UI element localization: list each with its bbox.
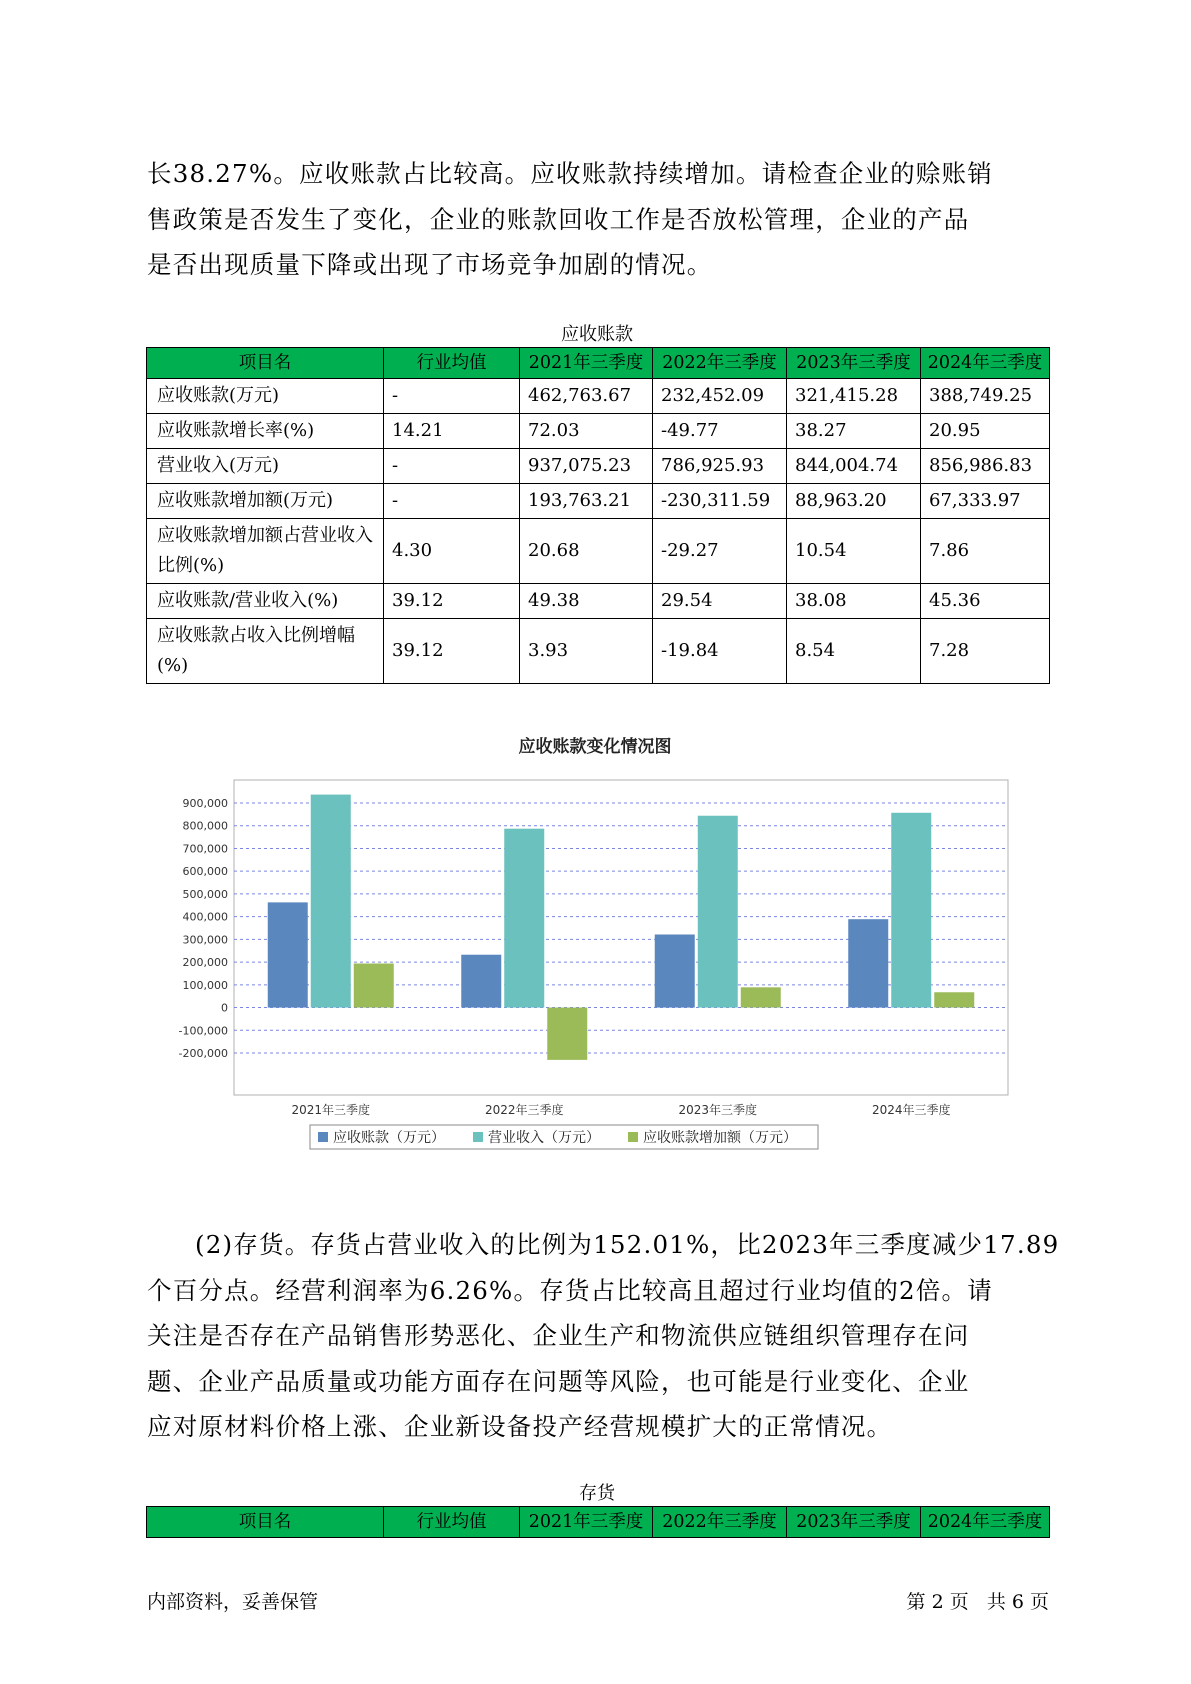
y-axis-ticks <box>179 797 228 1060</box>
table-cell: 38.27 <box>787 414 921 449</box>
x-tick-label: 2023年三季度 <box>678 1103 758 1117</box>
x-tick-label: 2024年三季度 <box>871 1103 951 1117</box>
y-tick-label: -200,000 <box>178 1047 228 1060</box>
header-cell: 行业均值 <box>384 348 520 379</box>
row-label: 应收账款/营业收入(%) <box>147 584 384 619</box>
paragraph-inventory <box>147 1222 1060 1450</box>
table-cell: - <box>384 484 520 519</box>
header-cell: 项目名 <box>147 1507 384 1538</box>
table-row <box>147 584 1050 619</box>
bar <box>891 813 931 1008</box>
bar <box>547 1008 587 1060</box>
chart-title: 应收账款变化情况图 <box>518 737 672 757</box>
header-cell: 2021年三季度 <box>520 1507 653 1538</box>
receivables-chart <box>160 730 1030 1175</box>
table-cell: 29.54 <box>653 584 787 619</box>
table-cell: 39.12 <box>384 619 520 684</box>
header-cell: 2022年三季度 <box>653 348 787 379</box>
y-tick-label: 200,000 <box>182 956 228 970</box>
header-cell: 项目名 <box>147 348 384 379</box>
table-cell: 49.38 <box>520 584 653 619</box>
chart-legend <box>310 1125 818 1149</box>
paragraph-line: 应对原材料价格上涨、企业新设备投产经营规模扩大的正常情况。 <box>147 1412 893 1441</box>
table-cell: 38.08 <box>787 584 921 619</box>
y-tick-label: 900,000 <box>182 797 228 810</box>
paragraph-line: 题、企业产品质量或功能方面存在问题等风险，也可能是行业变化、企业 <box>147 1366 970 1396</box>
table-cell: 844,004.74 <box>787 449 921 484</box>
table-row <box>147 619 1050 684</box>
table-cell: 856,986.83 <box>921 449 1050 484</box>
legend-swatch <box>473 1132 483 1142</box>
row-label: 应收账款增加额占营业收入比例(%) <box>147 519 384 584</box>
row-label: 应收账款占收入比例增幅(%) <box>147 619 384 684</box>
table-cell: -230,311.59 <box>653 484 787 519</box>
y-tick-label: 100,000 <box>182 978 228 992</box>
header-cell: 2022年三季度 <box>653 1507 787 1538</box>
table-cell: 72.03 <box>520 414 653 449</box>
bar <box>848 919 888 1007</box>
y-tick-label: 500,000 <box>182 887 228 901</box>
table-cell: -29.27 <box>653 519 787 584</box>
table-header-row <box>147 348 1050 379</box>
legend-label: 应收账款（万元） <box>333 1130 445 1146</box>
footer-confidential-note: 内部资料，妥善保管 <box>147 1591 319 1613</box>
header-cell: 行业均值 <box>384 1507 520 1538</box>
inventory-table <box>146 1506 1050 1538</box>
y-tick-label: 700,000 <box>182 842 228 856</box>
table-cell: 4.30 <box>384 519 520 584</box>
header-cell: 2024年三季度 <box>921 348 1050 379</box>
legend-label: 应收账款增加额（万元） <box>643 1130 797 1146</box>
table-cell: 14.21 <box>384 414 520 449</box>
table-header-row <box>147 1507 1050 1538</box>
bar <box>311 795 351 1008</box>
table-cell: - <box>384 449 520 484</box>
table-cell: 193,763.21 <box>520 484 653 519</box>
legend-label: 营业收入（万元） <box>488 1130 600 1146</box>
y-tick-label: 0 <box>221 1001 228 1015</box>
row-label: 应收账款增长率(%) <box>147 414 384 449</box>
paragraph-line: 关注是否存在产品销售形势恶化、企业生产和物流供应链组织管理存在问 <box>147 1321 970 1350</box>
table-cell: 462,763.67 <box>520 379 653 414</box>
table-cell: 3.93 <box>520 619 653 684</box>
table-cell: -19.84 <box>653 619 787 684</box>
y-tick-label: 600,000 <box>182 865 228 879</box>
paragraph-line: 长38.27%。应收账款占比较高。应收账款持续增加。请检查企业的赊账销 <box>147 159 993 188</box>
y-tick-label: 400,000 <box>182 910 228 924</box>
header-cell: 2021年三季度 <box>520 348 653 379</box>
table-row <box>147 379 1050 414</box>
header-cell: 2023年三季度 <box>787 1507 921 1538</box>
table-cell: 786,925.93 <box>653 449 787 484</box>
paragraph-line: 个百分点。经营利润率为6.26%。存货占比较高且超过行业均值的2倍。请 <box>147 1275 993 1305</box>
x-tick-label: 2021年三季度 <box>291 1103 371 1117</box>
bar <box>934 992 974 1007</box>
table-cell: 937,075.23 <box>520 449 653 484</box>
y-tick-label: -100,000 <box>178 1024 228 1038</box>
bar <box>354 964 394 1008</box>
paragraph-line: (2)存货。存货占营业收入的比例为152.01%，比2023年三季度减少17.89 <box>195 1230 1060 1259</box>
chart-svg <box>160 730 1030 1175</box>
table-cell: 39.12 <box>384 584 520 619</box>
table-cell: 8.54 <box>787 619 921 684</box>
table-cell: 20.68 <box>520 519 653 584</box>
table-cell: 20.95 <box>921 414 1050 449</box>
table-cell: 67,333.97 <box>921 484 1050 519</box>
bar <box>698 816 738 1008</box>
paragraph-line: 售政策是否发生了变化，企业的账款回收工作是否放松管理，企业的产品 <box>147 204 970 234</box>
table-caption-inventory: 存货 <box>579 1483 615 1504</box>
table-row <box>147 414 1050 449</box>
y-tick-label: 800,000 <box>182 819 228 833</box>
x-axis-ticks <box>291 1102 950 1117</box>
table-cell: 88,963.20 <box>787 484 921 519</box>
row-label: 营业收入(万元) <box>147 449 384 484</box>
table-cell: 7.28 <box>921 619 1050 684</box>
row-label: 应收账款(万元) <box>147 379 384 414</box>
table-row <box>147 449 1050 484</box>
y-tick-label: 300,000 <box>182 933 228 947</box>
table-cell: 321,415.28 <box>787 379 921 414</box>
table-cell: 10.54 <box>787 519 921 584</box>
paragraph-line: 是否出现质量下降或出现了市场竞争加剧的情况。 <box>147 250 713 279</box>
header-cell: 2024年三季度 <box>921 1507 1050 1538</box>
header-cell: 2023年三季度 <box>787 348 921 379</box>
table-cell: 45.36 <box>921 584 1050 619</box>
table-cell: 7.86 <box>921 519 1050 584</box>
row-label: 应收账款增加额(万元) <box>147 484 384 519</box>
table-caption-receivables: 应收账款 <box>561 324 633 345</box>
table-cell: 232,452.09 <box>653 379 787 414</box>
table-cell: 388,749.25 <box>921 379 1050 414</box>
bar <box>461 955 501 1008</box>
receivables-table <box>146 347 1050 684</box>
legend-swatch <box>628 1132 638 1142</box>
table-cell: -49.77 <box>653 414 787 449</box>
table-row <box>147 484 1050 519</box>
bar <box>504 829 544 1008</box>
legend-swatch <box>318 1132 328 1142</box>
table-row <box>147 519 1050 584</box>
table-cell: - <box>384 379 520 414</box>
bar <box>741 987 781 1007</box>
x-tick-label: 2022年三季度 <box>484 1103 564 1117</box>
paragraph-accounts-receivable <box>147 151 1047 288</box>
footer-page-number: 第 2 页 共 6 页 <box>906 1591 1049 1613</box>
bar <box>655 934 695 1007</box>
bar <box>268 902 308 1007</box>
